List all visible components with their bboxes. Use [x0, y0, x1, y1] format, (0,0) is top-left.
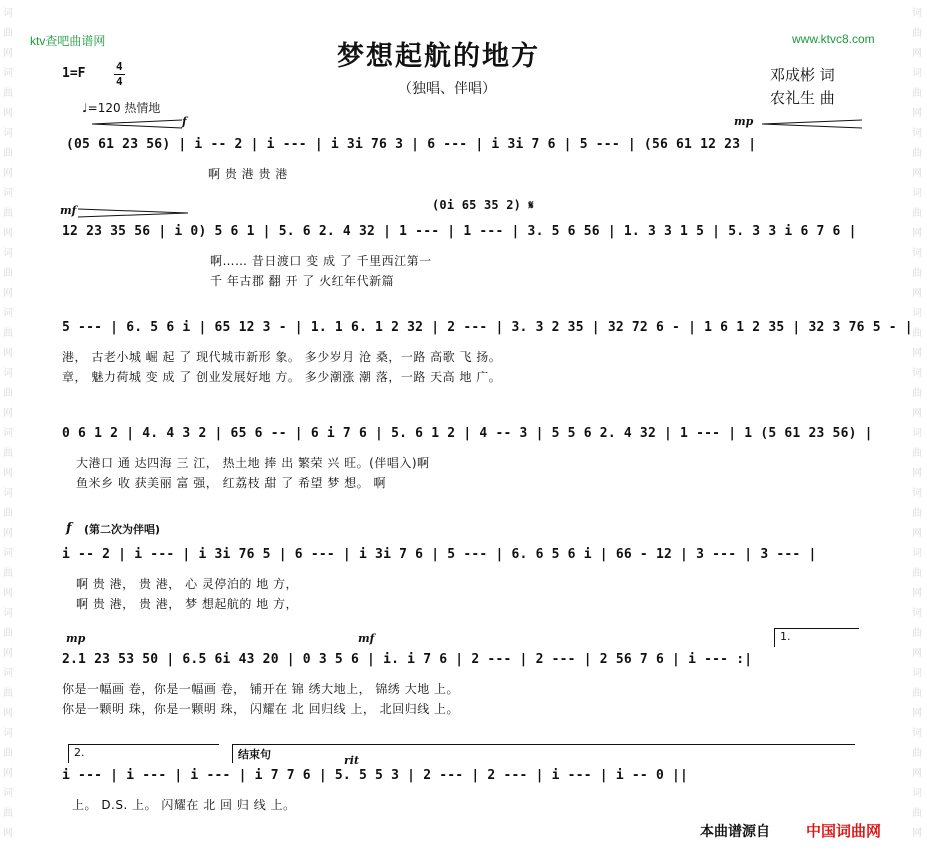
watermark-char: 曲	[912, 208, 922, 219]
watermark-char: 网	[912, 168, 922, 179]
watermark-char: 词	[912, 368, 922, 379]
notation-line: 12 23 35 56 | i 0) 5 6 1 | 5. 6 2. 4 32 | 1 --- | 1 --- | 3. 5 6 56 | 1. 3 3 1 5 | 5. 3 3 i 6 7 6 |	[62, 224, 857, 239]
watermark-char: 词	[3, 548, 13, 559]
watermark-char: 曲	[912, 88, 922, 99]
watermark-char: 曲	[912, 388, 922, 399]
watermark-char: 网	[3, 48, 13, 59]
lyrics-verse-2: 你是一颗明 珠，你是一颗明 珠， 闪耀在 北 回归线 上， 北回归线 上。	[62, 702, 460, 716]
system-row-2	[60, 198, 862, 300]
notation-line: (05 61 23 56) | i -- 2 | i --- | i 3i 76 3 | 6 --- | i 3i 7 6 | 5 --- | (56 61 12 23 |	[66, 137, 757, 152]
system-row-1	[62, 115, 862, 203]
watermark-char: 网	[3, 168, 13, 179]
volta-number: 2.	[74, 746, 85, 759]
watermark-char: 网	[912, 108, 922, 119]
system-row-6	[62, 630, 862, 720]
lyrics-verse-1: 啊 贵 港， 贵 港， 心 灵停泊的 地 方，	[76, 577, 299, 591]
system-row-5	[62, 521, 862, 613]
watermark-char: 网	[3, 348, 13, 359]
left-watermark-column	[0, 0, 18, 868]
watermark-char: 网	[3, 468, 13, 479]
watermark-char: 网	[912, 708, 922, 719]
watermark-char: 曲	[912, 148, 922, 159]
tempo-marking: ♩=120 热情地	[82, 101, 161, 115]
watermark-char: 曲	[3, 808, 13, 819]
watermark-char: 曲	[912, 508, 922, 519]
watermark-char: 词	[3, 428, 13, 439]
dynamic-marking: rit	[344, 754, 360, 767]
watermark-char: 网	[912, 408, 922, 419]
watermark-char: 曲	[3, 628, 13, 639]
watermark-char: 曲	[3, 748, 13, 759]
watermark-char: 词	[3, 788, 13, 799]
watermark-char: 曲	[912, 328, 922, 339]
watermark-char: 网	[912, 468, 922, 479]
watermark-char: 曲	[3, 568, 13, 579]
dynamic-marking: mp	[66, 632, 86, 645]
watermark-char: 词	[912, 608, 922, 619]
watermark-char: 词	[912, 488, 922, 499]
watermark-char: 词	[3, 248, 13, 259]
watermark-site-right: www.ktvc8.com	[792, 32, 875, 46]
watermark-char: 网	[3, 288, 13, 299]
time-signature-bottom: 4	[116, 75, 123, 88]
lyrics-verse-2: 章， 魅力荷城 变 成 了 创业发展好地 方。 多少潮涨 潮 落，一路 天高 地 广。	[62, 370, 502, 384]
notation-line: 0 6 1 2 | 4. 4 3 2 | 65 6 -- | 6 i 7 6 | 5. 6 1 2 | 4 -- 3 | 5 5 6 2. 4 32 | 1 --- | 1 (5 61 23 56) |	[62, 426, 873, 441]
watermark-char: 词	[3, 8, 13, 19]
subtitle: （独唱、伴唱）	[398, 81, 496, 97]
system-row-4	[62, 424, 873, 494]
lyrics-verse-2: 千 年古郡 翻 开 了 火红年代新篇	[210, 274, 395, 288]
notation-line: 5 --- | 6. 5 6 i | 65 12 3 - | 1. 1 6. 1 2 32 | 2 --- | 3. 3 2 35 | 32 72 6 - | 1 6 1 2 35 | 32 3 76 5 - |	[62, 320, 913, 335]
dynamic-marking: f	[182, 115, 187, 128]
dynamic-marking: mf	[358, 632, 375, 645]
watermark-char: 网	[3, 648, 13, 659]
watermark-char: 曲	[912, 448, 922, 459]
watermark-char: 曲	[3, 688, 13, 699]
watermark-char: 网	[3, 528, 13, 539]
lyrics-verse-1: 大港口 通 达四海 三 江， 热土地 捧 出 繁荣 兴 旺。(伴唱入)啊	[76, 456, 430, 470]
song-title: 梦想起航的地方	[337, 41, 540, 72]
watermark-char: 曲	[912, 28, 922, 39]
lyricist-credit: 邓成彬 词	[770, 66, 835, 84]
lyrics-verse-2: 鱼米乡 收 获美丽 富 强， 红荔枝 甜 了 希望 梦 想。 啊	[76, 476, 386, 490]
time-signature-top: 4	[116, 60, 123, 73]
watermark-char: 词	[912, 8, 922, 19]
footer-source-label: 本曲谱源自	[700, 824, 770, 840]
watermark-char: 曲	[3, 208, 13, 219]
watermark-char: 网	[912, 588, 922, 599]
watermark-char: 网	[3, 228, 13, 239]
watermark-char: 词	[912, 668, 922, 679]
watermark-char: 词	[912, 128, 922, 139]
right-watermark-column	[909, 0, 927, 868]
watermark-char: 曲	[912, 808, 922, 819]
watermark-char: 词	[3, 728, 13, 739]
volta-bracket	[68, 744, 219, 763]
dynamic-marking: mp	[734, 115, 754, 128]
key-signature: 1=F	[62, 66, 86, 81]
watermark-char: 网	[912, 48, 922, 59]
watermark-char: 词	[912, 428, 922, 439]
watermark-char: 曲	[3, 28, 13, 39]
dynamic-marking: f	[66, 521, 72, 536]
watermark-char: 曲	[912, 268, 922, 279]
notation-line: 2.1 23 53 50 | 6.5 6i 43 20 | 0 3 5 6 | i. i 7 6 | 2 --- | 2 --- | 2 56 7 6 | i --- :|	[62, 652, 753, 667]
watermark-char: 曲	[3, 88, 13, 99]
watermark-char: 曲	[3, 268, 13, 279]
watermark-char: 词	[912, 68, 922, 79]
volta-number: 1.	[780, 630, 791, 643]
watermark-char: 词	[912, 548, 922, 559]
watermark-char: 曲	[3, 148, 13, 159]
lyrics-verse-1: 港， 古老小城 崛 起 了 现代城市新形 象。 多少岁月 沧 桑，一路 高歌 飞 扬。	[62, 350, 502, 364]
watermark-char: 网	[3, 408, 13, 419]
watermark-char: 词	[912, 188, 922, 199]
watermark-char: 曲	[912, 688, 922, 699]
crescendo-hairpin	[762, 119, 862, 129]
watermark-char: 词	[3, 368, 13, 379]
watermark-char: 词	[3, 68, 13, 79]
lyrics-verse-1: 上。 D.S. 上。 闪耀在 北 回 归 线 上。	[72, 798, 296, 812]
crescendo-hairpin	[92, 119, 182, 129]
watermark-char: 曲	[3, 448, 13, 459]
decrescendo-hairpin	[78, 208, 188, 218]
watermark-site-left: ktv查吧曲谱网	[30, 34, 106, 48]
lyrics-verse-2: 啊 贵 港， 贵 港， 梦 想起航的 地 方，	[76, 597, 299, 611]
notation-line: i -- 2 | i --- | i 3i 76 5 | 6 --- | i 3i 7 6 | 5 --- | 6. 6 5 6 i | 66 - 12 | 3 --- | 3 --- |	[62, 547, 817, 562]
watermark-char: 网	[912, 648, 922, 659]
composer-credit: 农礼生 曲	[770, 89, 835, 107]
watermark-char: 网	[912, 768, 922, 779]
watermark-char: 曲	[912, 628, 922, 639]
choir-note: (第二次为伴唱)	[84, 523, 161, 536]
footer-source-site: 中国词曲网	[806, 822, 882, 840]
lyrics-verse-1: 啊 贵 港 贵 港	[208, 167, 288, 181]
watermark-char: 网	[3, 708, 13, 719]
coda-bracket	[232, 744, 855, 763]
watermark-char: 词	[912, 728, 922, 739]
bracketed-aside: (0i 65 35 2) 𝄋	[432, 198, 534, 212]
watermark-char: 词	[912, 248, 922, 259]
watermark-char: 曲	[912, 748, 922, 759]
watermark-char: 曲	[912, 568, 922, 579]
watermark-char: 网	[912, 288, 922, 299]
watermark-char: 网	[912, 528, 922, 539]
system-row-3	[62, 318, 913, 388]
watermark-char: 曲	[3, 508, 13, 519]
system-row-7	[62, 746, 862, 816]
watermark-char: 词	[3, 188, 13, 199]
watermark-char: 网	[912, 828, 922, 839]
watermark-char: 网	[912, 348, 922, 359]
watermark-char: 网	[3, 828, 13, 839]
watermark-char: 曲	[3, 388, 13, 399]
watermark-char: 网	[912, 228, 922, 239]
dynamic-marking: mf	[60, 204, 77, 217]
watermark-char: 网	[3, 768, 13, 779]
watermark-char: 词	[3, 668, 13, 679]
coda-label: 结束句	[238, 748, 271, 761]
notation-line: i --- | i --- | i --- | i 7 7 6 | 5. 5 5 3 | 2 --- | 2 --- | i --- | i -- 0 ||	[62, 768, 689, 783]
watermark-char: 词	[3, 488, 13, 499]
watermark-char: 网	[3, 108, 13, 119]
watermark-char: 词	[912, 788, 922, 799]
lyrics-verse-1: 啊…… 昔日渡口 变 成 了 千里西江第一	[210, 254, 432, 268]
watermark-char: 词	[3, 128, 13, 139]
watermark-char: 曲	[3, 328, 13, 339]
watermark-char: 网	[3, 588, 13, 599]
watermark-char: 词	[3, 608, 13, 619]
lyrics-verse-1: 你是一幅画 卷，你是一幅画 卷， 铺开在 锦 绣大地上， 锦绣 大地 上。	[62, 682, 460, 696]
watermark-char: 词	[3, 308, 13, 319]
watermark-char: 词	[912, 308, 922, 319]
